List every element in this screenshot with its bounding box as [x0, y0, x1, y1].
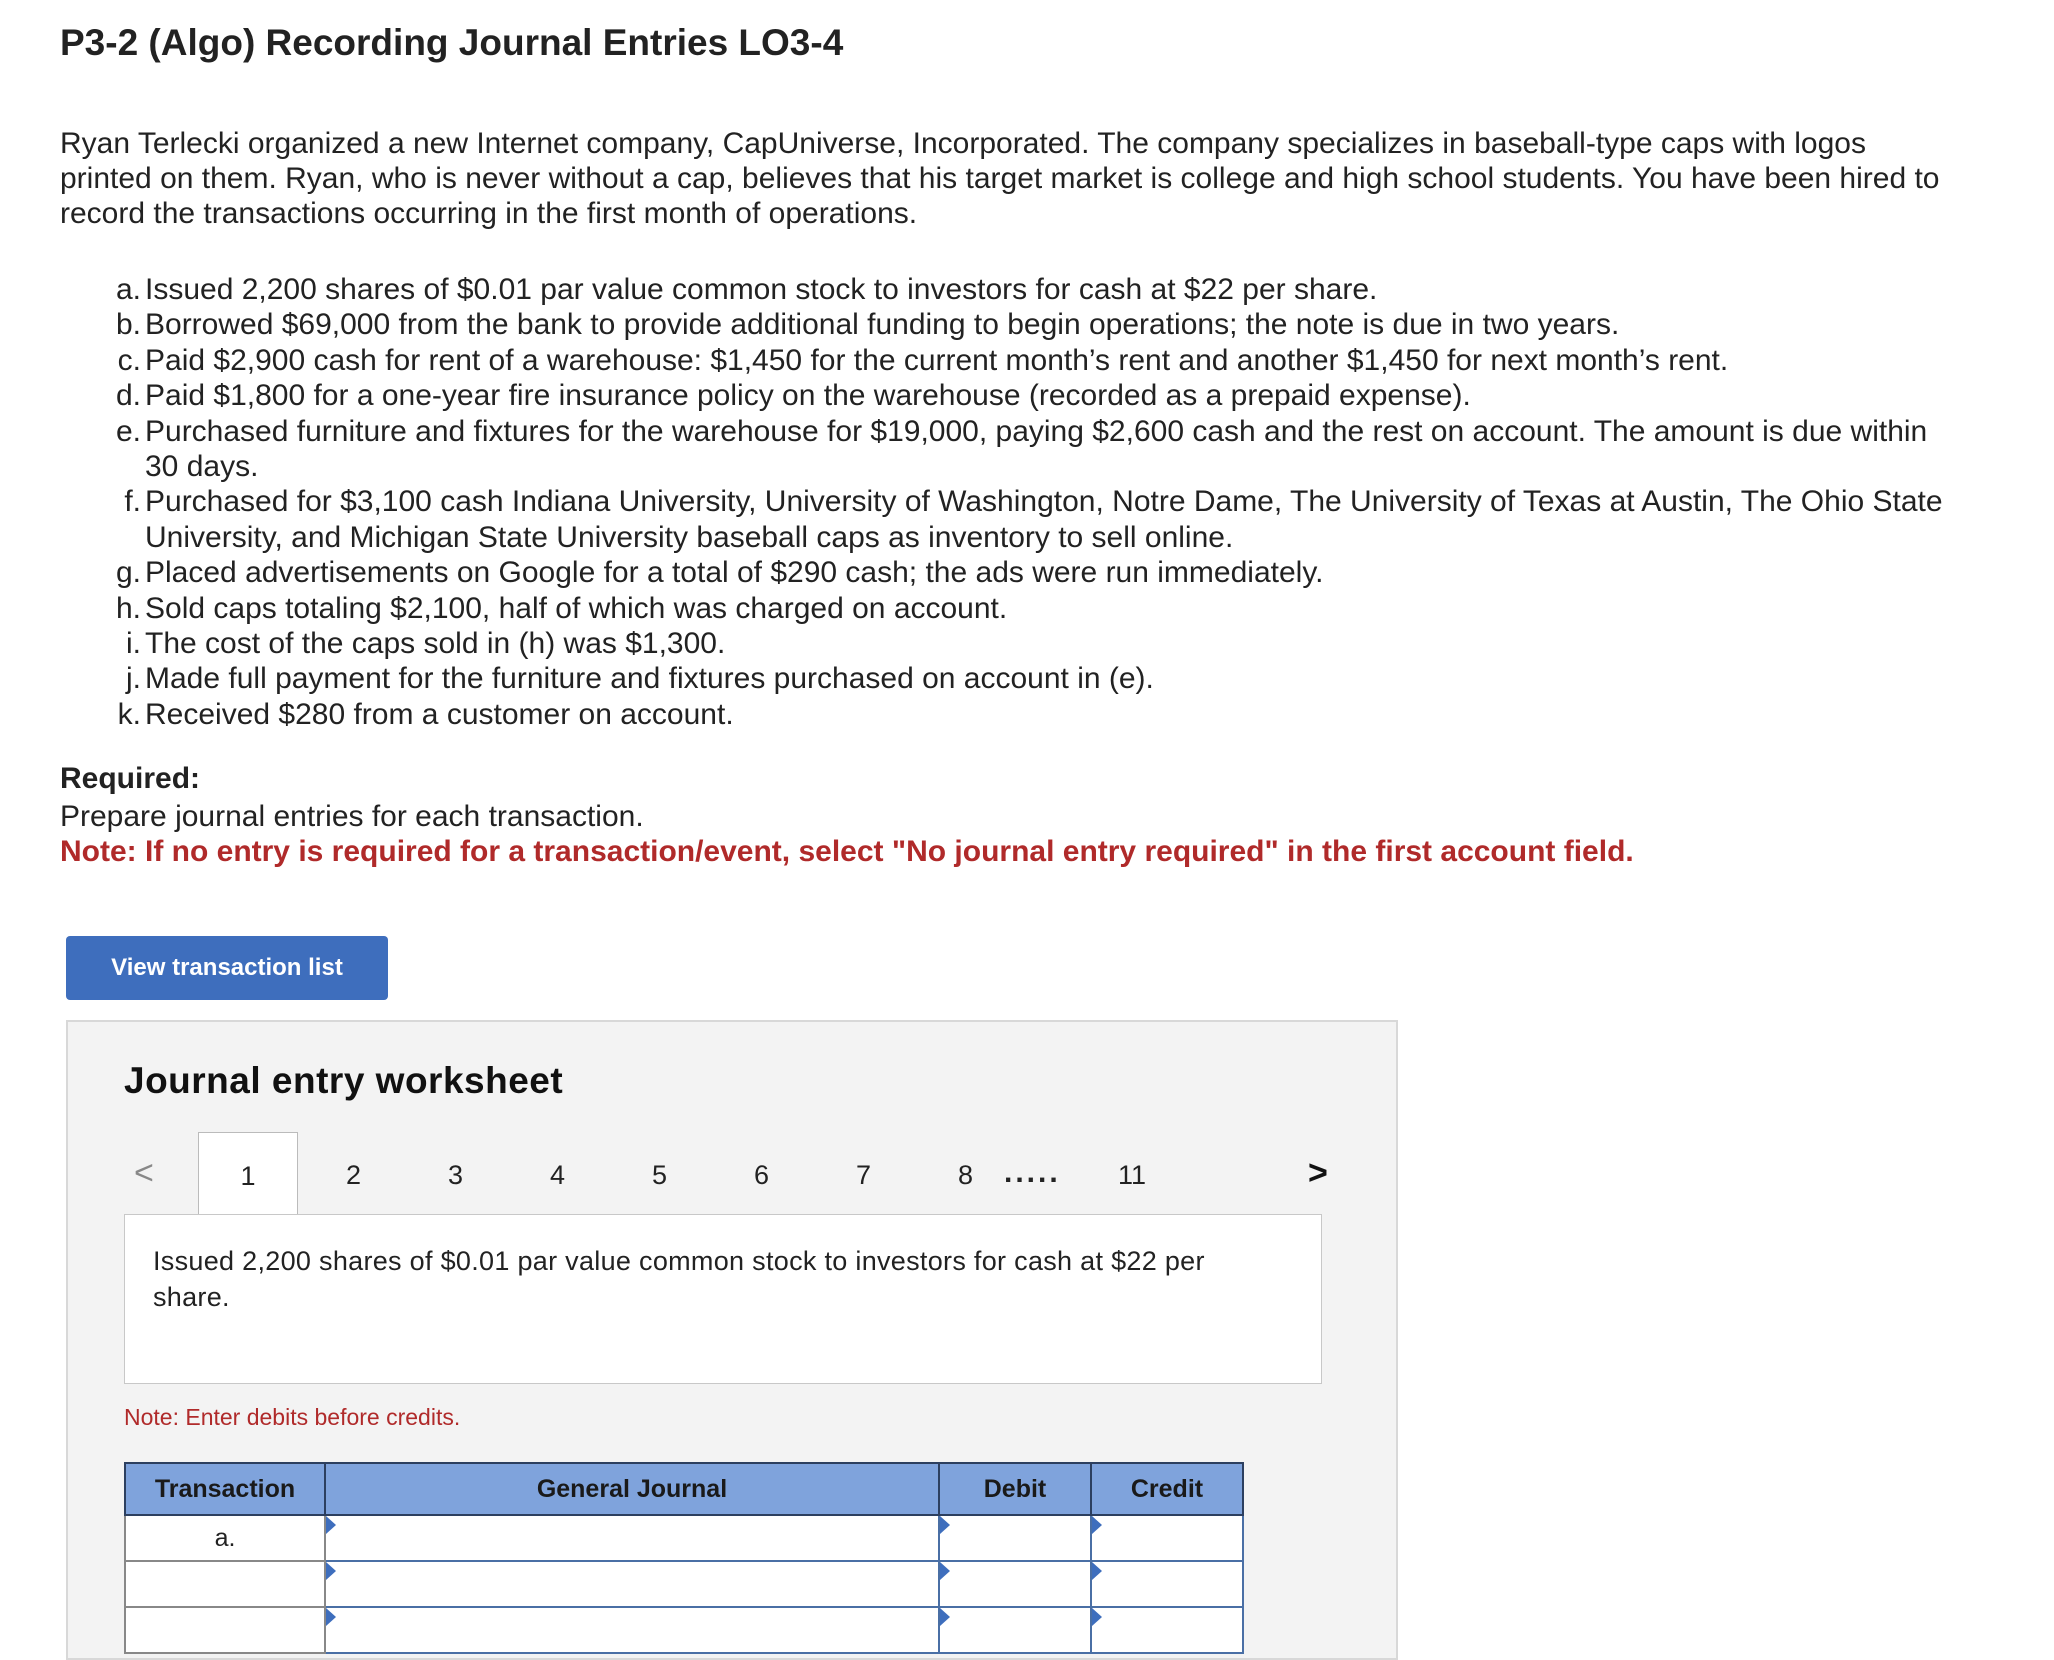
chevron-right-icon[interactable]: > [1308, 1154, 1328, 1192]
debit-input[interactable] [940, 1561, 1094, 1607]
page-title: P3-2 (Algo) Recording Journal Entries LO3-4 [60, 22, 844, 63]
list-item-text: Paid $2,900 cash for rent of a warehouse: $1,450 for the current month’s rent and another $1,450 for next month’s rent. [145, 343, 1729, 377]
tab-page-1[interactable]: 1 [198, 1132, 298, 1214]
transaction-description: Issued 2,200 shares of $0.01 par value common stock to investors for cash at $22 per share. [153, 1246, 1205, 1312]
list-item-text: Purchased for $3,100 cash Indiana University, University of Washington, Notre Dame, The University of Texas at Austin, The Ohio State University, and Michigan State University baseball caps as inventory to sell online. [145, 485, 1943, 554]
list-item-letter: d. [115, 379, 141, 413]
table-row [125, 1561, 1243, 1607]
transaction-cell: a. [125, 1515, 325, 1561]
list-item [108, 661, 1958, 696]
list-item [108, 272, 1958, 307]
account-input[interactable] [326, 1561, 942, 1607]
credit-cell[interactable] [1091, 1561, 1243, 1607]
tab-page-4[interactable]: 4 [550, 1160, 566, 1190]
tab-page-8[interactable]: 8 [958, 1160, 974, 1190]
table-header-row [125, 1463, 1243, 1515]
debit-cell[interactable] [939, 1561, 1091, 1607]
credit-input[interactable] [1092, 1515, 1246, 1561]
tab-page-7[interactable]: 7 [856, 1160, 872, 1190]
account-select[interactable] [325, 1515, 939, 1561]
worksheet-pager [122, 1132, 1362, 1212]
debits-note: Note: Enter debits before credits. [124, 1404, 461, 1430]
required-note: Note: If no entry is required for a transaction/event, select "No journal entry required" in the first account field. [60, 835, 1634, 868]
list-item-letter: k. [117, 697, 141, 731]
list-item-text: Received $280 from a customer on account. [145, 697, 734, 731]
list-item [108, 555, 1958, 590]
credit-cell[interactable] [1091, 1515, 1243, 1561]
col-header-debit: Debit [939, 1463, 1091, 1515]
account-input[interactable] [326, 1515, 942, 1561]
list-item-text: Issued 2,200 shares of $0.01 par value common stock to investors for cash at $22 per share. [145, 273, 1378, 306]
transaction-description-box [124, 1214, 1322, 1384]
list-item-text: Paid $1,800 for a one-year fire insurance policy on the warehouse (recorded as a prepaid expense). [145, 379, 1471, 413]
view-transaction-list-button[interactable]: View transaction list [66, 936, 388, 1000]
chevron-left-icon[interactable]: < [134, 1154, 154, 1192]
table-row [125, 1515, 1243, 1561]
worksheet-title: Journal entry worksheet [124, 1060, 564, 1101]
list-item [108, 591, 1958, 626]
list-item-letter: f. [124, 485, 141, 519]
tab-page-5[interactable]: 5 [652, 1160, 668, 1190]
intro-paragraph: Ryan Terlecki organized a new Internet company, CapUniverse, Incorporated. The company specializes in baseball-type caps with logos printed on them. Ryan, who is never without a cap, believes that his target market is college and high school students. You have been hired to record the transactions occurring in the first month of operations. [60, 127, 1940, 230]
pager-ellipsis: ..... [1004, 1156, 1061, 1189]
list-item-text: The cost of the caps sold in (h) was $1,300. [145, 627, 726, 661]
list-item [108, 378, 1958, 413]
list-item-letter: e. [115, 414, 141, 448]
list-item [108, 307, 1958, 342]
list-item-letter: i. [126, 627, 141, 661]
transaction-cell [125, 1561, 325, 1607]
list-item-letter: j. [126, 662, 141, 696]
list-item [108, 414, 1958, 485]
journal-worksheet-panel [66, 1020, 1398, 1660]
debit-cell[interactable] [939, 1515, 1091, 1561]
tab-page-2[interactable]: 2 [346, 1160, 362, 1190]
list-item-letter: h. [115, 591, 141, 625]
list-item-text: Borrowed $69,000 from the bank to provide additional funding to begin operations; the note is due in two years. [145, 308, 1620, 342]
list-item-text: Purchased furniture and fixtures for the warehouse for $19,000, paying $2,600 cash and the rest on account. The amount is due within 30 days. [145, 414, 1928, 484]
col-header-credit: Credit [1091, 1463, 1243, 1515]
account-select[interactable] [325, 1561, 939, 1607]
list-item-letter: a. [115, 273, 141, 306]
col-header-transaction: Transaction [125, 1463, 325, 1515]
list-item-letter: g. [115, 556, 141, 590]
col-header-general-journal: General Journal [325, 1463, 939, 1515]
required-heading: Required: [60, 762, 201, 795]
debit-input[interactable] [940, 1515, 1094, 1561]
journal-table [124, 1462, 1244, 1654]
list-item [108, 343, 1958, 378]
list-item [108, 626, 1958, 661]
required-text: Prepare journal entries for each transaction. [60, 800, 644, 833]
list-item-text: Made full payment for the furniture and fixtures purchased on account in (e). [145, 662, 1154, 696]
credit-input[interactable] [1092, 1561, 1246, 1607]
list-item-text: Placed advertisements on Google for a total of $290 cash; the ads were run immediately. [145, 556, 1324, 590]
tab-page-11[interactable]: 11 [1118, 1160, 1147, 1190]
list-item [108, 484, 1958, 555]
list-item-letter: b. [115, 308, 141, 342]
tab-page-3[interactable]: 3 [448, 1160, 464, 1190]
tab-page-6[interactable]: 6 [754, 1160, 770, 1190]
list-item [108, 697, 1958, 732]
list-item-letter: c. [117, 343, 141, 377]
list-item-text: Sold caps totaling $2,100, half of which was charged on account. [145, 591, 1008, 625]
transaction-list [108, 272, 1958, 732]
